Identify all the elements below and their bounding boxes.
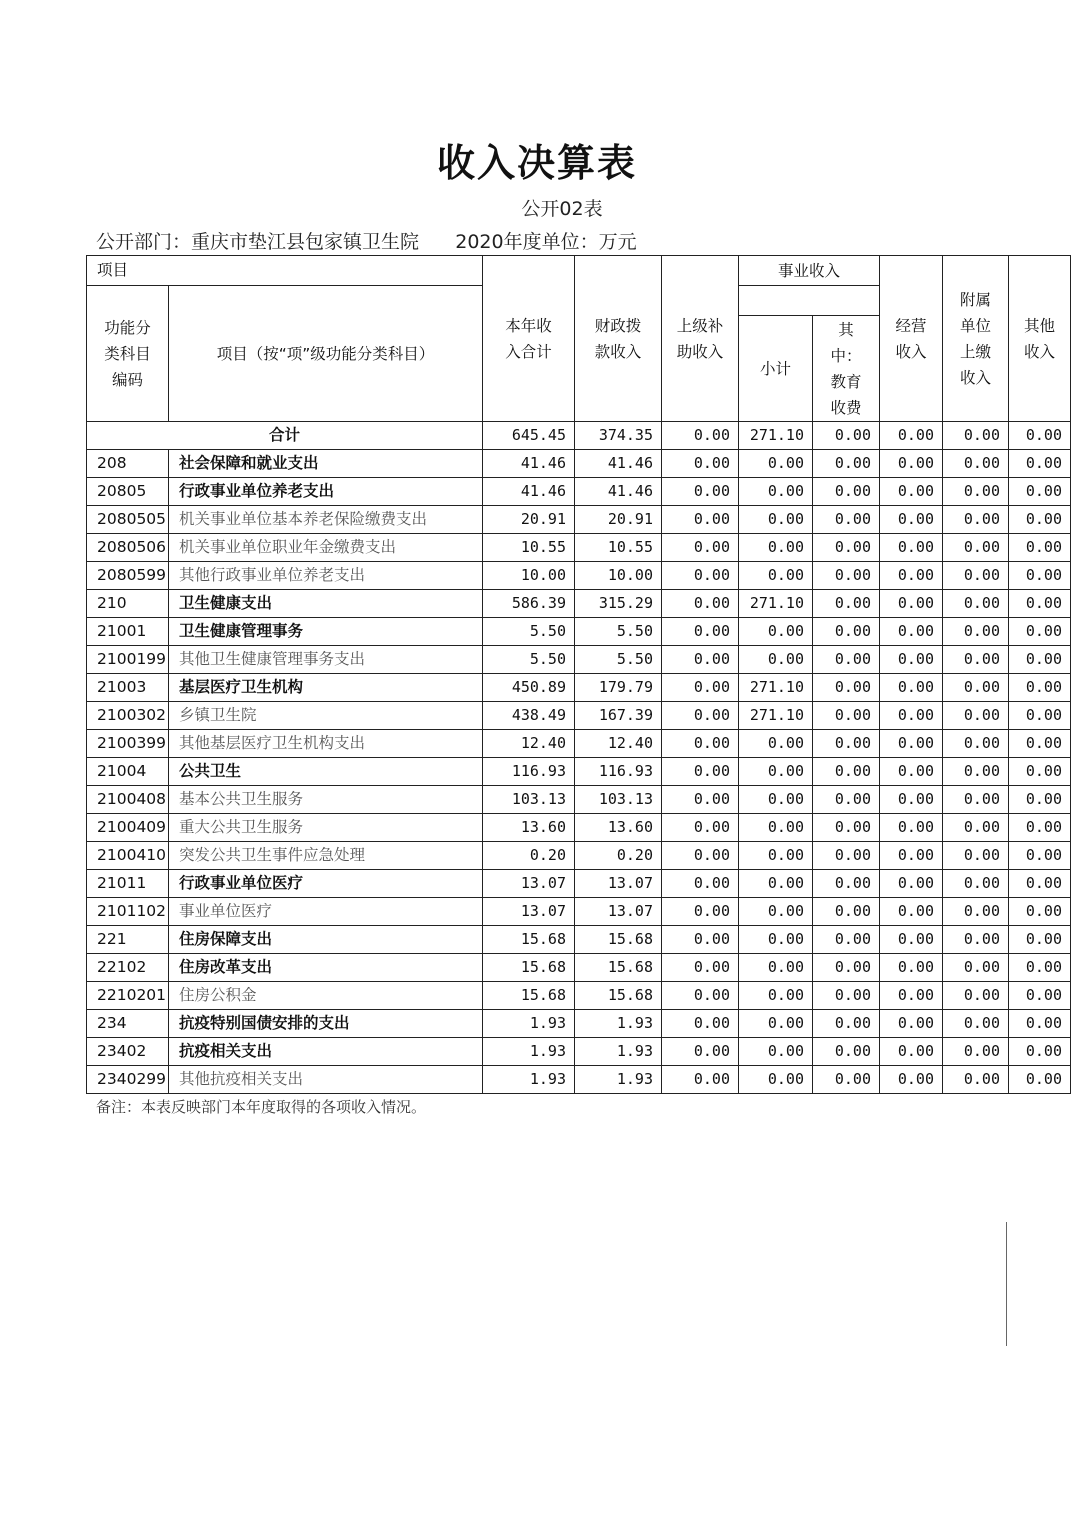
row-value: 0.00 — [943, 646, 1009, 674]
row-value: 0.00 — [662, 590, 739, 618]
row-value: 10.55 — [575, 534, 662, 562]
row-value: 0.00 — [943, 1010, 1009, 1038]
row-value: 1.93 — [483, 1010, 575, 1038]
row-code: 21004 — [87, 758, 169, 786]
row-value: 0.00 — [880, 926, 943, 954]
table-row — [87, 618, 1071, 646]
row-value: 0.00 — [739, 562, 813, 590]
row-value: 0.00 — [739, 730, 813, 758]
row-code: 21003 — [87, 674, 169, 702]
total-cell: 645.45 — [483, 422, 575, 450]
row-value: 0.00 — [813, 1010, 880, 1038]
row-value: 0.00 — [1009, 730, 1071, 758]
row-name: 抗疫相关支出 — [169, 1038, 483, 1066]
row-value: 0.00 — [739, 1066, 813, 1094]
row-value: 0.00 — [880, 674, 943, 702]
row-name: 住房公积金 — [169, 982, 483, 1010]
row-code: 2100399 — [87, 730, 169, 758]
row-value: 0.00 — [1009, 646, 1071, 674]
row-value: 0.00 — [943, 618, 1009, 646]
row-value: 0.00 — [880, 842, 943, 870]
row-value: 0.00 — [813, 870, 880, 898]
row-value: 0.00 — [739, 926, 813, 954]
row-value: 13.60 — [483, 814, 575, 842]
row-code: 2210201 — [87, 982, 169, 1010]
total-cell: 0.00 — [662, 422, 739, 450]
row-value: 1.93 — [575, 1066, 662, 1094]
row-code: 2100302 — [87, 702, 169, 730]
row-code: 234 — [87, 1010, 169, 1038]
row-value: 0.00 — [943, 786, 1009, 814]
table-row — [87, 590, 1071, 618]
row-value: 0.00 — [739, 1010, 813, 1038]
row-value: 0.00 — [662, 870, 739, 898]
row-value: 0.00 — [880, 870, 943, 898]
row-value: 0.00 — [1009, 926, 1071, 954]
total-cell: 0.00 — [813, 422, 880, 450]
row-value: 0.00 — [880, 478, 943, 506]
row-value: 0.00 — [662, 898, 739, 926]
header-superior: 上级补助收入 — [662, 256, 739, 422]
row-name: 突发公共卫生事件应急处理 — [169, 842, 483, 870]
row-code: 20805 — [87, 478, 169, 506]
row-value: 0.00 — [880, 1038, 943, 1066]
row-code: 2080599 — [87, 562, 169, 590]
row-value: 450.89 — [483, 674, 575, 702]
row-value: 0.00 — [943, 898, 1009, 926]
total-row — [87, 422, 1071, 450]
row-code: 21001 — [87, 618, 169, 646]
row-value: 0.00 — [943, 926, 1009, 954]
row-value: 0.00 — [662, 534, 739, 562]
row-value: 0.00 — [813, 534, 880, 562]
row-value: 0.00 — [943, 1066, 1009, 1094]
row-value: 0.00 — [813, 478, 880, 506]
header-name: 项目（按“项”级功能分类科目） — [169, 286, 483, 422]
row-value: 0.00 — [1009, 982, 1071, 1010]
row-value: 0.00 — [813, 898, 880, 926]
row-value: 0.00 — [880, 646, 943, 674]
row-code: 221 — [87, 926, 169, 954]
row-value: 116.93 — [483, 758, 575, 786]
row-value: 0.00 — [1009, 870, 1071, 898]
row-name: 社会保障和就业支出 — [169, 450, 483, 478]
total-cell: 0.00 — [880, 422, 943, 450]
table-row — [87, 898, 1071, 926]
row-value: 179.79 — [575, 674, 662, 702]
row-value: 0.00 — [880, 590, 943, 618]
header-item: 项目 — [87, 256, 483, 286]
row-value: 0.00 — [1009, 814, 1071, 842]
row-value: 0.00 — [1009, 786, 1071, 814]
row-value: 0.00 — [813, 1038, 880, 1066]
row-value: 0.00 — [943, 982, 1009, 1010]
margin-line — [1006, 1222, 1007, 1346]
row-value: 0.00 — [739, 898, 813, 926]
row-name: 行政事业单位医疗 — [169, 870, 483, 898]
row-name: 机关事业单位基本养老保险缴费支出 — [169, 506, 483, 534]
row-value: 1.93 — [483, 1066, 575, 1094]
row-value: 13.07 — [483, 898, 575, 926]
row-value: 0.00 — [813, 590, 880, 618]
row-name: 行政事业单位养老支出 — [169, 478, 483, 506]
row-name: 其他基层医疗卫生机构支出 — [169, 730, 483, 758]
row-code: 2101102 — [87, 898, 169, 926]
row-code: 2080505 — [87, 506, 169, 534]
row-name: 公共卫生 — [169, 758, 483, 786]
row-value: 0.00 — [1009, 842, 1071, 870]
row-value: 0.00 — [943, 590, 1009, 618]
row-value: 0.00 — [943, 674, 1009, 702]
row-value: 0.00 — [1009, 562, 1071, 590]
table-row — [87, 1066, 1071, 1094]
row-value: 0.00 — [662, 674, 739, 702]
row-value: 0.00 — [739, 478, 813, 506]
row-value: 41.46 — [483, 450, 575, 478]
row-value: 41.46 — [483, 478, 575, 506]
row-value: 0.00 — [813, 674, 880, 702]
row-value: 0.00 — [880, 702, 943, 730]
row-value: 0.00 — [813, 954, 880, 982]
total-cell: 374.35 — [575, 422, 662, 450]
row-value: 10.00 — [575, 562, 662, 590]
row-value: 0.00 — [813, 758, 880, 786]
row-value: 0.00 — [880, 982, 943, 1010]
row-value: 271.10 — [739, 590, 813, 618]
row-value: 15.68 — [483, 982, 575, 1010]
row-value: 10.55 — [483, 534, 575, 562]
row-value: 15.68 — [575, 982, 662, 1010]
row-value: 271.10 — [739, 702, 813, 730]
row-value: 0.00 — [943, 702, 1009, 730]
row-value: 41.46 — [575, 450, 662, 478]
row-name: 基本公共卫生服务 — [169, 786, 483, 814]
row-code: 2080506 — [87, 534, 169, 562]
row-value: 0.00 — [662, 842, 739, 870]
row-value: 0.00 — [813, 842, 880, 870]
row-value: 0.00 — [1009, 590, 1071, 618]
row-value: 0.00 — [662, 506, 739, 534]
row-value: 0.00 — [880, 450, 943, 478]
row-value: 0.00 — [739, 954, 813, 982]
row-value: 0.00 — [739, 814, 813, 842]
total-label: 合计 — [87, 422, 483, 450]
table-row — [87, 562, 1071, 590]
row-value: 1.93 — [575, 1038, 662, 1066]
total-cell: 0.00 — [1009, 422, 1071, 450]
table-row — [87, 926, 1071, 954]
row-value: 0.00 — [813, 646, 880, 674]
header-operating: 经营收入 — [880, 256, 943, 422]
row-value: 0.00 — [880, 506, 943, 534]
row-value: 0.00 — [662, 730, 739, 758]
row-value: 0.00 — [943, 534, 1009, 562]
row-value: 0.00 — [943, 758, 1009, 786]
table-row — [87, 478, 1071, 506]
row-value: 0.00 — [662, 450, 739, 478]
row-name: 重大公共卫生服务 — [169, 814, 483, 842]
row-value: 0.00 — [739, 618, 813, 646]
row-name: 抗疫特别国债安排的支出 — [169, 1010, 483, 1038]
row-value: 0.00 — [662, 1038, 739, 1066]
row-value: 0.00 — [880, 730, 943, 758]
row-value: 0.00 — [880, 898, 943, 926]
row-value: 1.93 — [575, 1010, 662, 1038]
row-value: 0.00 — [813, 786, 880, 814]
row-value: 0.00 — [739, 646, 813, 674]
row-name: 住房改革支出 — [169, 954, 483, 982]
row-value: 0.00 — [880, 758, 943, 786]
row-value: 5.50 — [575, 646, 662, 674]
row-value: 0.00 — [662, 814, 739, 842]
income-table — [86, 255, 1071, 1094]
row-value: 0.00 — [880, 1066, 943, 1094]
table-row — [87, 702, 1071, 730]
department-unit-line: 公开部门：重庆市垫江县包家镇卫生院 2020年度单位：万元 — [96, 231, 637, 253]
row-value: 0.00 — [813, 1066, 880, 1094]
row-value: 10.00 — [483, 562, 575, 590]
row-name: 卫生健康支出 — [169, 590, 483, 618]
table-row — [87, 954, 1071, 982]
row-value: 0.00 — [662, 954, 739, 982]
row-value: 5.50 — [575, 618, 662, 646]
row-value: 0.00 — [880, 534, 943, 562]
row-value: 0.00 — [880, 562, 943, 590]
row-value: 0.00 — [1009, 618, 1071, 646]
row-value: 0.00 — [1009, 506, 1071, 534]
row-value: 103.13 — [483, 786, 575, 814]
row-value: 13.60 — [575, 814, 662, 842]
row-name: 卫生健康管理事务 — [169, 618, 483, 646]
row-value: 0.00 — [813, 730, 880, 758]
table-row — [87, 646, 1071, 674]
row-value: 0.00 — [1009, 478, 1071, 506]
table-row — [87, 814, 1071, 842]
row-value: 0.00 — [813, 506, 880, 534]
table-row — [87, 982, 1071, 1010]
row-value: 0.00 — [662, 562, 739, 590]
row-code: 2340299 — [87, 1066, 169, 1094]
total-cell: 0.00 — [943, 422, 1009, 450]
row-value: 0.00 — [813, 562, 880, 590]
row-value: 438.49 — [483, 702, 575, 730]
row-value: 0.00 — [943, 814, 1009, 842]
page-title: 收入决算表 — [436, 140, 637, 185]
table-row — [87, 842, 1071, 870]
row-value: 0.00 — [813, 450, 880, 478]
row-name: 乡镇卫生院 — [169, 702, 483, 730]
row-value: 0.20 — [483, 842, 575, 870]
row-value: 0.00 — [943, 478, 1009, 506]
row-value: 0.00 — [662, 926, 739, 954]
row-value: 0.00 — [1009, 1010, 1071, 1038]
row-value: 20.91 — [483, 506, 575, 534]
row-value: 0.00 — [943, 870, 1009, 898]
row-value: 0.00 — [943, 450, 1009, 478]
row-value: 0.00 — [880, 1010, 943, 1038]
row-value: 0.00 — [1009, 534, 1071, 562]
row-value: 5.50 — [483, 618, 575, 646]
row-value: 0.00 — [1009, 758, 1071, 786]
row-value: 0.00 — [739, 786, 813, 814]
row-value: 0.00 — [662, 758, 739, 786]
row-value: 15.68 — [575, 926, 662, 954]
total-cell: 271.10 — [739, 422, 813, 450]
row-value: 0.00 — [739, 1038, 813, 1066]
row-value: 0.00 — [739, 758, 813, 786]
row-value: 0.00 — [662, 786, 739, 814]
row-value: 167.39 — [575, 702, 662, 730]
form-number: 公开02表 — [521, 198, 603, 220]
row-value: 271.10 — [739, 674, 813, 702]
row-code: 2100408 — [87, 786, 169, 814]
row-name: 机关事业单位职业年金缴费支出 — [169, 534, 483, 562]
row-code: 23402 — [87, 1038, 169, 1066]
row-value: 0.00 — [739, 842, 813, 870]
row-value: 0.00 — [739, 534, 813, 562]
row-value: 0.00 — [943, 506, 1009, 534]
row-value: 41.46 — [575, 478, 662, 506]
row-code: 2100199 — [87, 646, 169, 674]
row-code: 208 — [87, 450, 169, 478]
row-code: 22102 — [87, 954, 169, 982]
header-affiliated: 附属单位上缴收入 — [943, 256, 1009, 422]
row-value: 0.00 — [739, 982, 813, 1010]
row-code: 21011 — [87, 870, 169, 898]
header-subtotal: 小计 — [739, 316, 813, 422]
header-fiscal: 财政拨款收入 — [575, 256, 662, 422]
row-value: 0.00 — [880, 618, 943, 646]
table-row — [87, 534, 1071, 562]
row-value: 0.00 — [943, 842, 1009, 870]
row-value: 13.07 — [483, 870, 575, 898]
row-name: 基层医疗卫生机构 — [169, 674, 483, 702]
row-value: 0.00 — [662, 1010, 739, 1038]
row-value: 20.91 — [575, 506, 662, 534]
row-value: 0.00 — [739, 870, 813, 898]
row-value: 0.00 — [880, 954, 943, 982]
row-value: 15.68 — [575, 954, 662, 982]
row-value: 0.00 — [1009, 1038, 1071, 1066]
row-value: 0.00 — [662, 702, 739, 730]
row-code: 2100410 — [87, 842, 169, 870]
row-name: 住房保障支出 — [169, 926, 483, 954]
table-row — [87, 870, 1071, 898]
header-total: 本年收入合计 — [483, 256, 575, 422]
header-business: 事业收入 — [739, 256, 880, 286]
row-value: 0.00 — [880, 786, 943, 814]
table-row — [87, 1038, 1071, 1066]
row-code: 2100409 — [87, 814, 169, 842]
row-value: 0.00 — [813, 814, 880, 842]
row-value: 0.00 — [1009, 450, 1071, 478]
row-value: 13.07 — [575, 898, 662, 926]
row-value: 0.00 — [943, 954, 1009, 982]
table-row — [87, 450, 1071, 478]
table-row — [87, 674, 1071, 702]
row-value: 12.40 — [575, 730, 662, 758]
row-value: 0.00 — [739, 506, 813, 534]
row-value: 0.00 — [1009, 702, 1071, 730]
row-value: 0.00 — [739, 450, 813, 478]
row-value: 15.68 — [483, 954, 575, 982]
row-value: 0.00 — [880, 814, 943, 842]
row-value: 0.00 — [1009, 1066, 1071, 1094]
row-value: 0.00 — [662, 982, 739, 1010]
row-value: 0.00 — [1009, 674, 1071, 702]
row-value: 0.00 — [813, 702, 880, 730]
footnote: 备注：本表反映部门本年度取得的各项收入情况。 — [96, 1098, 427, 1116]
row-value: 315.29 — [575, 590, 662, 618]
row-value: 0.00 — [662, 618, 739, 646]
table-row — [87, 506, 1071, 534]
row-name: 其他行政事业单位养老支出 — [169, 562, 483, 590]
row-code: 210 — [87, 590, 169, 618]
row-value: 0.00 — [662, 646, 739, 674]
row-value: 0.00 — [813, 982, 880, 1010]
row-value: 116.93 — [575, 758, 662, 786]
row-value: 103.13 — [575, 786, 662, 814]
row-value: 13.07 — [575, 870, 662, 898]
row-value: 0.00 — [662, 1066, 739, 1094]
row-value: 0.00 — [943, 730, 1009, 758]
row-value: 12.40 — [483, 730, 575, 758]
row-value: 0.00 — [1009, 898, 1071, 926]
row-value: 0.00 — [943, 1038, 1009, 1066]
row-value: 0.00 — [813, 926, 880, 954]
row-value: 0.00 — [662, 478, 739, 506]
table-row — [87, 786, 1071, 814]
table-row — [87, 1010, 1071, 1038]
row-value: 0.20 — [575, 842, 662, 870]
row-value: 5.50 — [483, 646, 575, 674]
row-name: 其他抗疫相关支出 — [169, 1066, 483, 1094]
row-name: 其他卫生健康管理事务支出 — [169, 646, 483, 674]
row-value: 0.00 — [943, 562, 1009, 590]
header-code: 功能分类科目编码 — [87, 286, 169, 422]
row-value: 0.00 — [1009, 954, 1071, 982]
row-value: 15.68 — [483, 926, 575, 954]
row-value: 586.39 — [483, 590, 575, 618]
header-edu-fee: 其中：教育收费 — [813, 316, 880, 422]
row-name: 事业单位医疗 — [169, 898, 483, 926]
table-row — [87, 730, 1071, 758]
row-value: 1.93 — [483, 1038, 575, 1066]
row-value: 0.00 — [813, 618, 880, 646]
header-other: 其他收入 — [1009, 256, 1071, 422]
table-row — [87, 758, 1071, 786]
